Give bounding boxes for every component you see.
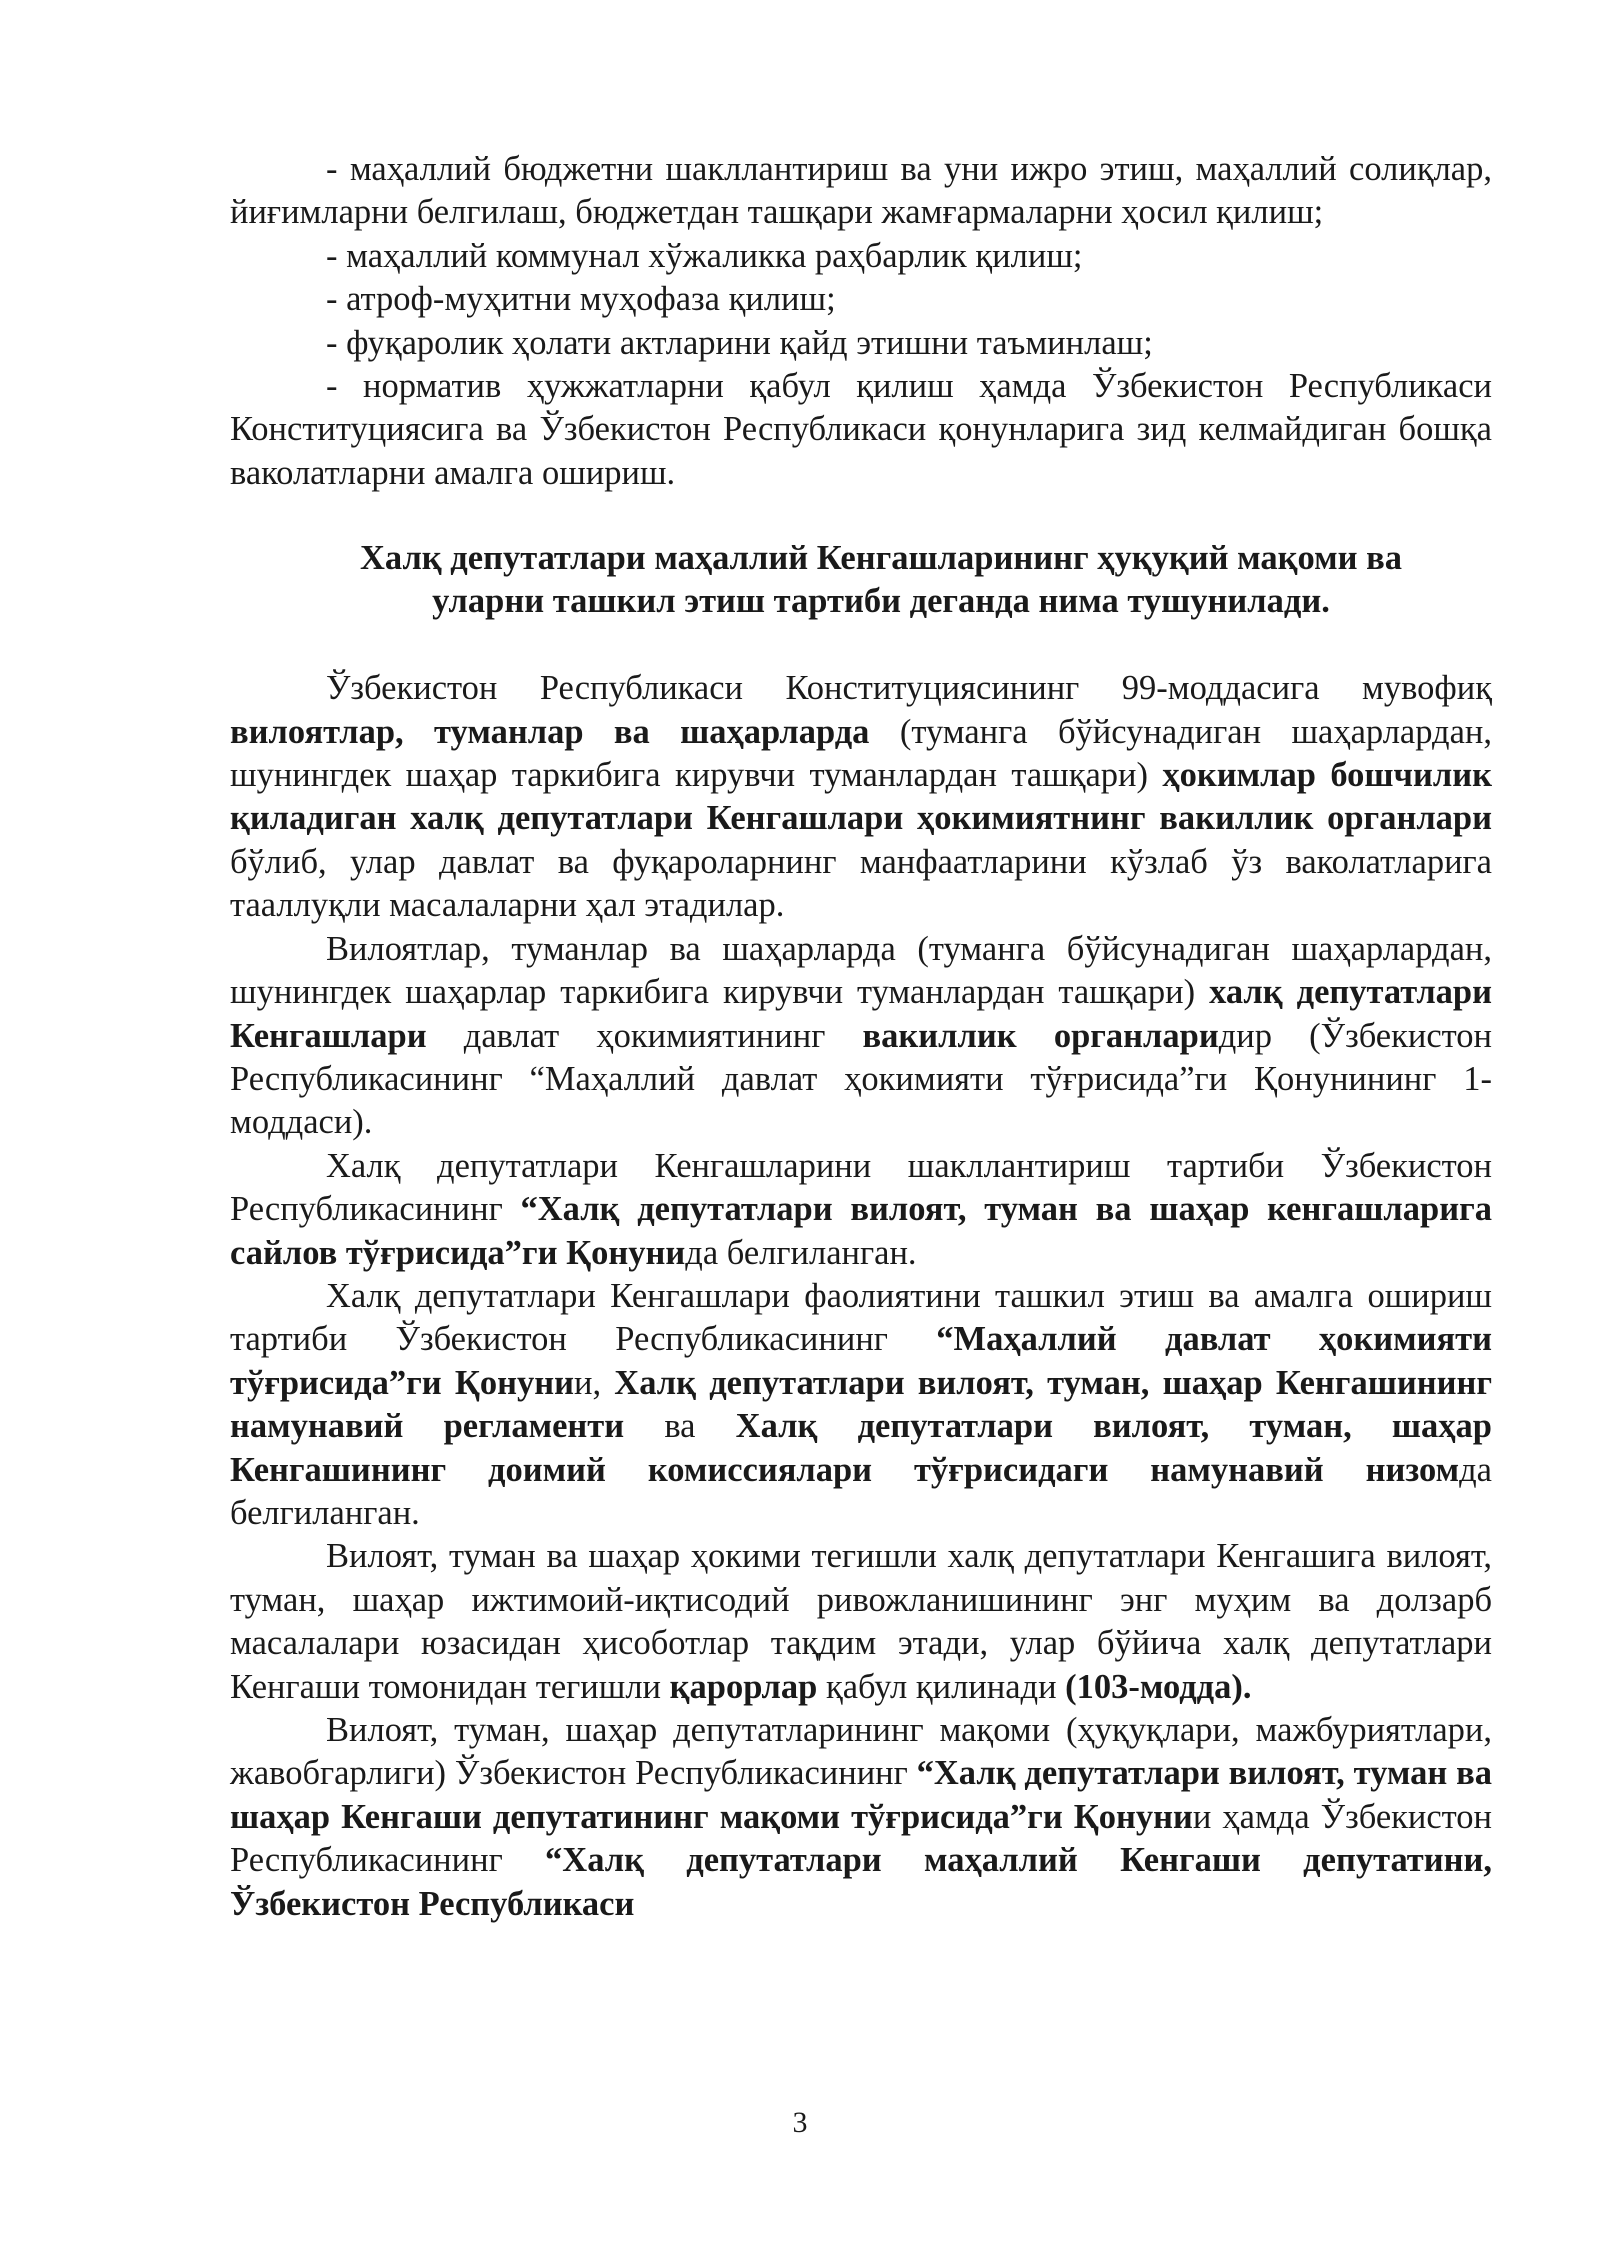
text-run: Вилоят, туман ва шаҳар ҳокими тегишли халқ депутатлари Кенгашига вилоят, туман, шаҳар ижтимоий-иқтисодий ривожланишининг энг муҳим ва долзарб масалалари юзасидан ҳисоботлар тақдим этади, улар бўйича халқ депутатлари Кенгаши томонидан тегишли	[230, 1537, 1492, 1706]
powers-list	[230, 148, 1492, 495]
text-run: ва	[624, 1407, 736, 1446]
list-item: - фуқаролик ҳолати актларини қайд этишни таъминлаш;	[326, 323, 1153, 362]
section-heading	[230, 537, 1492, 623]
text-run: и ҳамда Ўзбекистон Республикасининг	[230, 1797, 1493, 1880]
paragraph-3	[230, 1145, 1492, 1275]
document-page	[230, 148, 1492, 1926]
bold-run: “Халқ депутатлари маҳаллий Кенгаши депутатини, Ўзбекистон Республикаси	[230, 1841, 1493, 1923]
text-run: (туманга бўйсунадиган шаҳарлардан, шунингдек шаҳар таркибига кирувчи туманлардан ташқари)	[230, 712, 1492, 795]
section-heading-line-1: Халқ депутатлари маҳаллий Кенгашларининг ҳуқуқий мақоми ва	[359, 539, 1403, 578]
bold-run: “Халқ депутатлари вилоят, туман ва шаҳар кенгашларига сайлов тўғрисида”ги Қонуни	[230, 1190, 1492, 1272]
text-run: дир (Ўзбекистон Республикасининг “Маҳаллий давлат ҳокимияти тўғрисида”ги Қонунининг 1-моддаси).	[230, 1016, 1492, 1142]
text-run: и,	[573, 1363, 615, 1402]
bold-run: “Халқ депутатлари вилоят, туман ва шаҳар Кенгаши депутатининг мақоми тўғрисида”ги Қонуни	[230, 1754, 1492, 1836]
bold-run: ҳокимлар бошчилик қиладиган халқ депутатлари Кенгашлари ҳокимиятнинг вакиллик органлари	[230, 756, 1492, 838]
bold-run: Халқ депутатлари вилоят, туман, шаҳар Кенгашининг доимий комиссиялари тўғрисидаги намунавий низом	[230, 1407, 1492, 1489]
paragraph-5	[230, 1535, 1492, 1709]
text-run: бўлиб, улар давлат ва фуқароларнинг манфаатларини кўзлаб ўз ваколатларига тааллуқли масалаларни ҳал этадилар.	[230, 842, 1492, 925]
bold-run: (103-модда).	[1065, 1667, 1252, 1706]
text-run: да белгиланган.	[230, 1450, 1492, 1532]
text-run: қабул қилинади	[817, 1667, 1066, 1706]
text-run: Халқ депутатлари Кенгашлари фаолиятини ташкил этиш ва амалга ошириш тартиби Ўзбекистон Республикасининг	[230, 1276, 1492, 1359]
bold-run: қарорлар	[669, 1667, 818, 1706]
list-item: - норматив ҳужжатларни қабул қилиш ҳамда Ўзбекистон Республикаси Конституциясига ва Ўзбекистон Республикаси қонунларига зид келмайдиган бошқа ваколатларни амалга ошириш.	[230, 367, 1492, 492]
text-run: Ўзбекистон Республикаси Конституциясининг 99-моддасига мувофиқ	[326, 669, 1492, 708]
paragraph-2	[230, 928, 1492, 1145]
list-item: - маҳаллий бюджетни шакллантириш ва уни ижро этиш, маҳаллий солиқлар, йиғимларни белгилаш, бюджетдан ташқари жамғармаларни ҳосил қилиш;	[230, 150, 1492, 232]
text-run: Халқ депутатлари Кенгашларини шакллантириш тартиби Ўзбекистон Республикасининг	[230, 1146, 1492, 1229]
list-item: - маҳаллий коммунал хўжаликка раҳбарлик қилиш;	[326, 236, 1083, 275]
section-heading-line-2: уларни ташкил этиш тартиби деганда нима тушунилади.	[432, 582, 1330, 621]
text-run: Вилоят, туман, шаҳар депутатларининг мақоми (ҳуқуқлари, мажбуриятлари, жавобгарлиги) Ўзбекистон Республикасининг	[230, 1711, 1492, 1793]
bold-run: Халқ депутатлари вилоят, туман, шаҳар Кенгашининг намунавий регламенти	[230, 1363, 1493, 1446]
text-run: Вилоятлар, туманлар ва шаҳарларда (туманга бўйсунадиган шаҳарлардан, шунингдек шаҳарлар таркибига кирувчи туманлардан ташқари)	[230, 929, 1492, 1012]
text-run: давлат ҳокимиятининг	[426, 1016, 863, 1055]
paragraph-6	[230, 1709, 1492, 1926]
list-item: - атроф-муҳитни муҳофаза қилиш;	[326, 280, 836, 319]
paragraph-1	[230, 667, 1492, 927]
paragraph-4	[230, 1275, 1492, 1535]
text-run: да белгиланган.	[685, 1233, 917, 1272]
bold-run: “Маҳаллий давлат ҳокимияти тўғрисида”ги Қонуни	[230, 1320, 1493, 1402]
page-number: 3	[792, 2106, 808, 2139]
bold-run: вакиллик органлари	[862, 1016, 1219, 1055]
bold-run: вилоятлар, туманлар ва шаҳарларда	[230, 712, 870, 751]
bold-run: халқ депутатлари Кенгашлари	[230, 973, 1492, 1055]
